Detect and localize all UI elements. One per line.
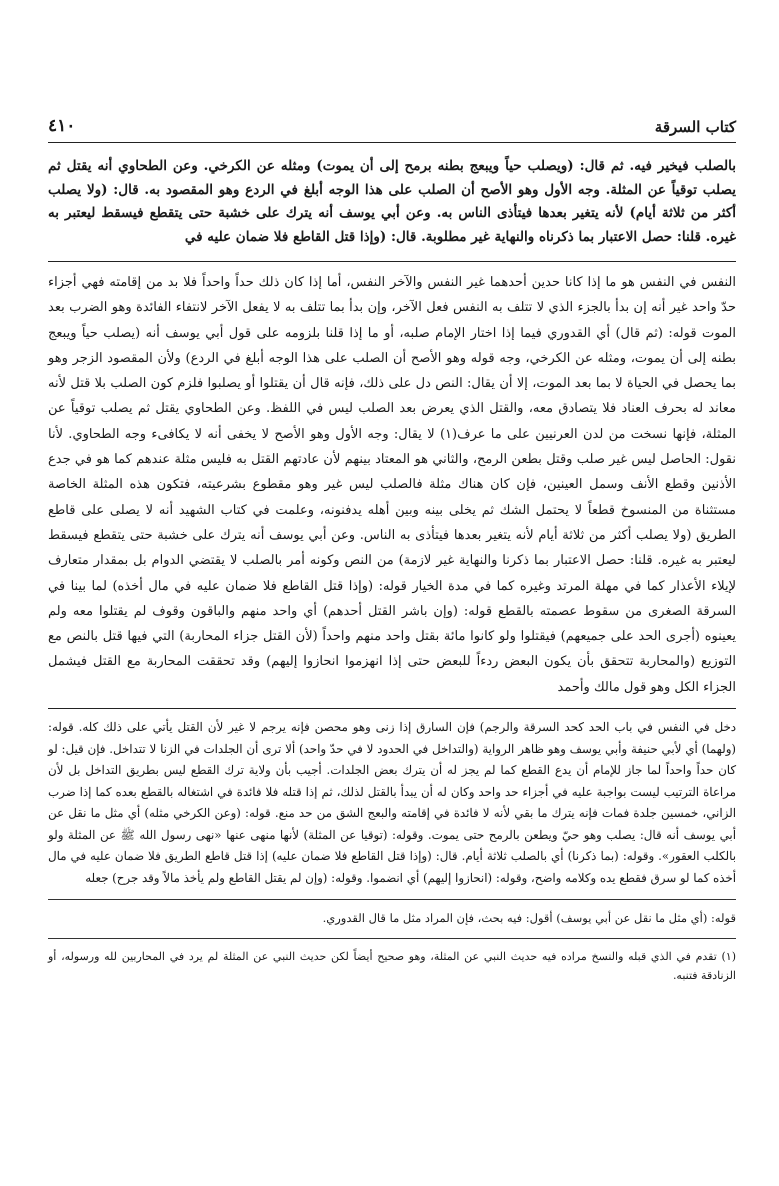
page-number: ٤١٠ (48, 116, 76, 136)
book-page (48, 112, 736, 985)
commentary-divider (48, 708, 736, 709)
gloss-text: دخل في النفس في باب الحد كحد السرقة والرجم) فإن السارق إذا زنى وهو محصن فإنه يرجم لا غير لأن القتل يأتي على ذلك كله. قوله: (ولهما) أي لأبي حنيفة وأبي يوسف وهو ظاهر الرواية (والتداخل في الحدود لا في حدّ واحد) ألا ترى أن الجلدات في الزنا لا تتداخل. فإن قيل: لو كان حداً واحداً لما جاز للإمام أن يدع القطع كما لم يجز له أن يترك بعض الجلدات. أجيب بأن ولاية ترك القطع ليس بطريق التداخل بل لأن مراعاة الترتيب ليست بواجبة عليه في أجزاء حد واحد وكان له أن يبدأ بالقتل لذلك، ثم إذا قتله فلا فائدة في اشتغاله بالقطع بعده كما إذا ضرب الزاني، خمسين جلدة فمات فإنه يترك ما بقي لأنه لا فائدة في إقامته والبعج الشق من حد منع. قوله: (وعن الكرخي مثله) أي مثل ما نقل عن أبي يوسف أنه قال: يصلب وهو حيّ ويطعن بالرمح حتى يموت. وقوله: (توقيا عن المثلة) لأنها منهى عنها «نهى رسول الله ﷺ عن المثلة ولو بالكلب العقور». وقوله: (بما ذكرنا) أي بالصلب ثلاثة أيام. قال: (وإذا قتل القاطع فلا ضمان عليه) إذا قتل قاطع الطريق فلا ضمان عليه في مال أخذه كما لو سرق فقطع يده وكلامه واضح، وقوله: (انحازوا إليهم) أي انضموا. وقوله: (وإن لم يقتل القاطع ولم يأخذ مالاً وقد جرح) جعله (48, 720, 737, 885)
page-header (48, 112, 736, 143)
main-text-divider (48, 261, 736, 262)
footnote-divider (48, 938, 736, 939)
marginal-note: قوله: (أي مثل ما نقل عن أبي يوسف) أقول: فيه بحث، فإن المراد مثل ما قال القدوري. (322, 911, 736, 926)
commentary-text: النفس في النفس هو ما إذا كانا حدين أحدهما غير النفس والآخر النفس، أما إذا كان ذلك حداً واحداً فلا بد من إقامته فهي أجزاء حدّ واحد غير أنه إن بدأ بالجزء الذي لا تتلف به النفس فعل الآخر، وإن بدأ بما تتلف به لا يفعل الآخر لانتفاء الفائدة وهو الضرب بعد الموت قوله: (ثم قال) أي القدوري فيما إذا اختار الإمام صلبه، أو ما إذا قلنا بلزومه على قول أبي يوسف أنه (يصلب حياً ويبعج بطنه إلى أن يموت، ومثله عن الكرخي، وجه قوله وهو الأصح أن الصلب على هذا الوجه أبلغ في الردع) ولأن المقصود الزجر وهو بما يحصل في الحياة لا بما بعد الموت، إلا أن يقال: النص دل على ذلك، فإنه قال أن يقتلوا أو يصلبوا فلزم كون الصلب بلا قتل لأنه معاند له بحرف العناد فلا يتصادق معه، والقتل الذي يعرض بعد الصلب ليس في اللفظ. وعن الطحاوي يقتل ثم يصلب توقياً عن المثلة، فإنها نسخت من لدن العرنيين على ما عرف(١) لا يقال: وجه الأول وهو الأصح لا يخفى أنه لا يكافىء وجه الطحاوي. لأنا نقول: الحاصل ليس غير صلب وقتل بطعن الرمح، والثاني هو المعتاد بينهم لأن عادتهم القتل به فليس مثلة عندهم كما هو في جدع الأذنين وقطع الأنف وسمل العينين، فإن كان هناك مثلة فالصلب ليس غير وهو مقطوع بشرعيته، فتكون هذه المثلة الخاصة مستثناة من المنسوخ قطعاً لا يحتمل الشك ثم يخلى بينه وبين أهله يدفنونه، وعلمت في كتاب الشهيد أنه لا يصلى على قاطع الطريق (ولا يصلب أكثر من ثلاثة أيام لأنه يتغير بعدها فيتأذى به الناس. وعن أبي يوسف أنه يترك على خشبة حتى يتقطع فيسقط ليعتبر به غيره. قلنا: حصل الاعتبار بما ذكرنا والنهاية غير لازمة) من النص وكونه أمر بالصلب لا يقتضي الدوام بل بمقدار متعارف لإيلاء الأعذار كما في مهلة المرتد وغيره كما في مدة الخيار قوله: (وإذا قتل القاطع فلا ضمان عليه في مال أخذه) لما بينا في السرقة الصغرى من سقوط عصمته بالقطع قوله: (وإن باشر القتل أحدهم) أي واحد منهم والباقون وقوف لم يقتلوا معه ولم يعينوه (أجرى الحد على جميعهم) فيقتلوا ولو كانوا مائة بقتل واحد منهم واحداً (لأن القتل جزاء المحاربة) التي فيها قتل بالنص مع التوزيع (والمحاربة تتحقق بأن يكون البعض ردءاً للبعض حتى إذا انهزموا انحازوا إليهم) وقد تحققت المحاربة مع القتل فيشمل الجزاء الكل وهو قول مالك وأحمد (48, 275, 737, 695)
main-text: بالصلب فيخير فيه. ثم قال: (ويصلب حياً ويبعج بطنه برمح إلى أن يموت) ومثله عن الكرخي. وعن الطحاوي أنه يقتل ثم يصلب توقياً عن المثلة. وجه الأول وهو الأصح أن الصلب على هذا الوجه أبلغ في الردع وهو المقصود به. قال: (ولا يصلب أكثر من ثلاثة أيام) لأنه يتغير بعدها فيتأذى الناس به. وعن أبي يوسف أنه يترك على خشبة حتى يتقطع فيسقط ليعتبر به غيره. قلنا: حصل الاعتبار بما ذكرناه والنهاية غير مطلوبة. قال: (وإذا قتل القاطع فلا ضمان عليه في (48, 158, 736, 245)
footnote: (١) تقدم في الذي قبله والنسخ مراده فيه حديث النبي عن المثلة، وهو صحيح أيضاً لكن حديث النبي عن المثلة لم يرد في المحاربين لله ورسوله، أو الزنادقة فتنبه. (48, 950, 736, 983)
gloss-divider (48, 899, 736, 900)
chapter-title: كتاب السرقة (654, 118, 736, 136)
